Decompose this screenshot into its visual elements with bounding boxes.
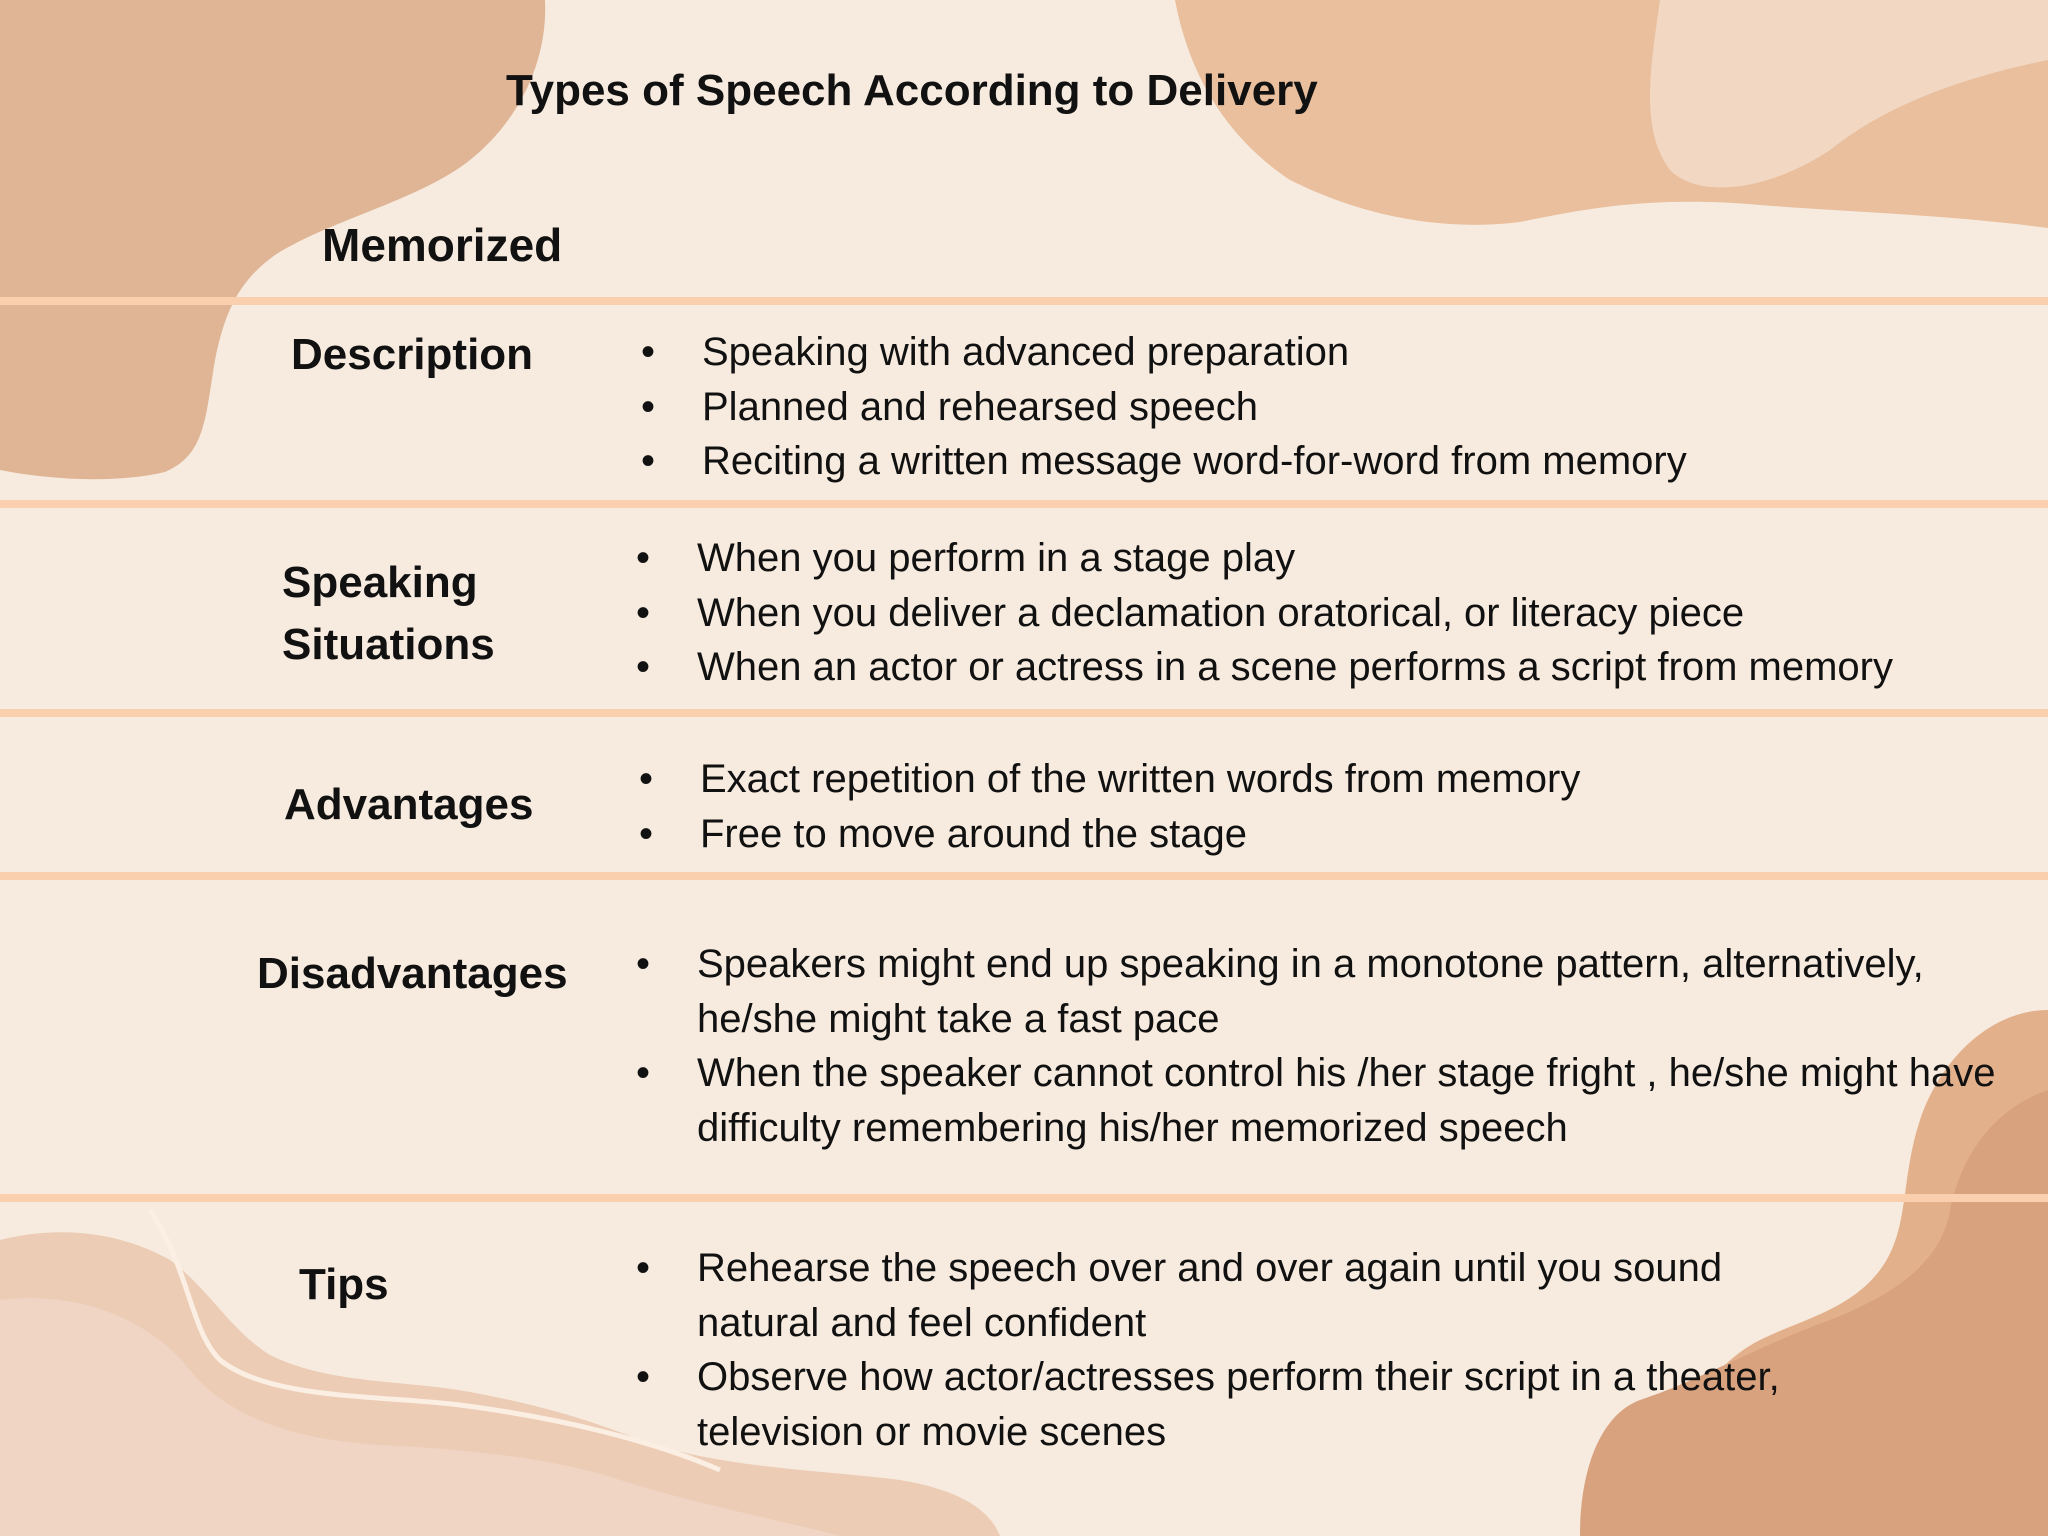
row-label-speaking-situations: Speaking Situations: [282, 558, 495, 669]
list-item: • Speaking with advanced preparation: [638, 325, 1938, 380]
bullet-icon: •: [635, 1051, 650, 1095]
row-label-description: Description: [291, 330, 534, 379]
slide-title: Types of Speech According to Delivery: [506, 66, 1318, 115]
list-item: • Planned and rehearsed speech: [638, 380, 1938, 435]
row-divider: [0, 297, 2048, 305]
list-item: • Speakers might end up speaking in a monotone pattern, alternatively, he/she might take a fast pace: [633, 937, 2013, 1046]
bullet-icon: •: [638, 757, 653, 801]
bullet-icon: •: [638, 811, 653, 856]
row-divider: [0, 500, 2048, 508]
row-divider: [0, 709, 2048, 717]
bullet-icon: •: [635, 536, 650, 580]
speaking-situations-bullets: [633, 531, 2013, 695]
list-item: • When you deliver a declamation oratorical, or literacy piece: [633, 586, 2013, 641]
list-item: • Observe how actor/actresses perform their script in a theater, television or movie scenes: [633, 1350, 1813, 1459]
bullet-icon: •: [640, 384, 655, 429]
tips-bullets: [633, 1241, 1813, 1459]
row-label-tips: Tips: [299, 1260, 389, 1309]
list-item: • Reciting a written message word-for-word from memory: [638, 434, 1938, 489]
bullet-icon: •: [635, 1355, 650, 1399]
list-item: • When an actor or actress in a scene performs a script from memory: [633, 640, 2013, 695]
disadvantages-bullets: [633, 937, 2013, 1155]
bullet-icon: •: [640, 439, 655, 483]
list-item: • When you perform in a stage play: [633, 531, 2013, 586]
list-item: • Exact repetition of the written words from memory: [636, 752, 1936, 807]
bullet-icon: •: [640, 330, 655, 374]
list-item: • When the speaker cannot control his /her stage fright , he/she might have difficulty remembering his/her memorized speech: [633, 1046, 2013, 1155]
bullet-icon: •: [635, 590, 650, 635]
row-label-advantages: Advantages: [284, 780, 534, 829]
bullet-icon: •: [635, 942, 650, 986]
bullet-icon: •: [635, 645, 650, 689]
advantages-bullets: [636, 752, 1936, 861]
row-label-disadvantages: Disadvantages: [257, 949, 568, 998]
bullet-icon: •: [635, 1246, 650, 1290]
row-divider: [0, 872, 2048, 880]
description-bullets: [638, 325, 1938, 489]
speech-type-heading: Memorized: [322, 219, 563, 271]
list-item: • Free to move around the stage: [636, 807, 1936, 862]
list-item: • Rehearse the speech over and over again until you sound natural and feel confident: [633, 1241, 1813, 1350]
row-divider: [0, 1194, 2048, 1202]
